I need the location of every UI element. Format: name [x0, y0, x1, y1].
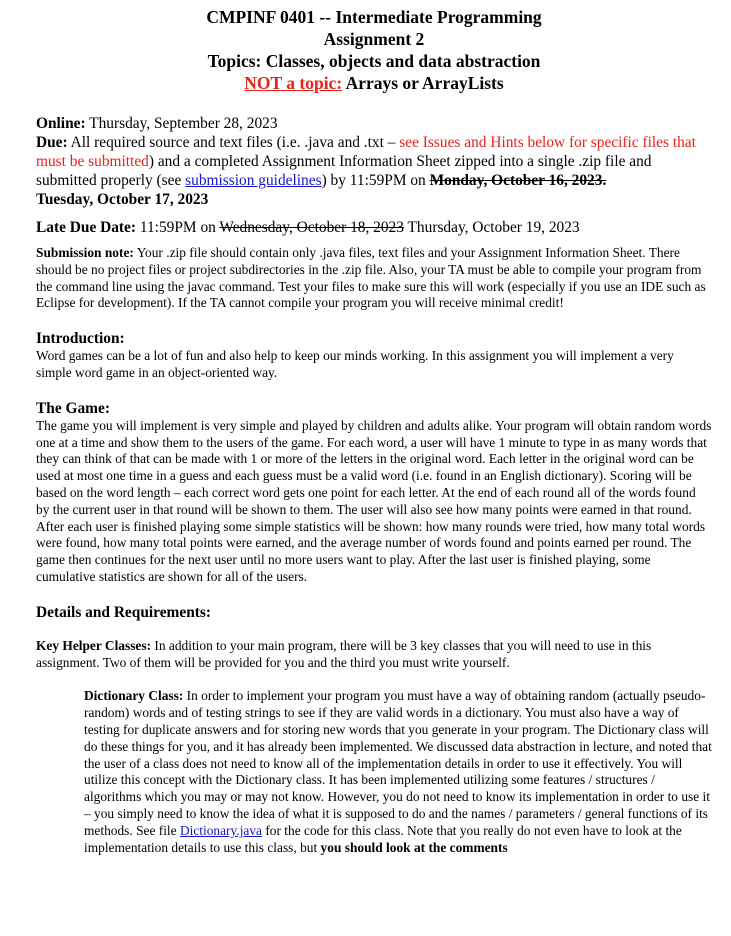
- due-red-note: see Issues and Hints below for specific files that must be submitted: [36, 134, 696, 170]
- due-text-2: ) and a completed Assignment Information Sheet zipped into a single .zip file and submitted properly (see: [36, 153, 652, 189]
- due-paragraph: [36, 133, 712, 209]
- details-heading: Details and Requirements:: [36, 603, 211, 621]
- late-new-date: Thursday, October 19, 2023: [403, 219, 580, 236]
- online-label: Online:: [36, 115, 86, 132]
- game-text: The game you will implement is very simple and played by children and adults alike. Your program will obtain random words one at a time and show them to the users of the game. For each word, a user will have 1 minute to type in as many words that they can think of that can be made with 1 or more of the letters in the original word. Each letter in the original word can be used at most one time in a guess and each guess must be a valid word (i.e. found in an English dictionary). Scoring will be based on the word length – each correct word gets one point for each letter. At the end of each round all of the words found by the current user in that round will be shown to them. The user will also see how many points were earned in that round. After each user is finished playing some simple statistics will be shown: how many rounds were tried, how many total words were found, how many total points were earned, and the average number of words found and points earned per round. The game then continues for the next user until no more users want to play. After the last user is finished playing, some cumulative statistics are shown for all of the users.: [36, 417, 712, 584]
- game-heading: The Game:: [36, 399, 110, 417]
- submission-note-text: Your .zip file should contain only .java files, text files and your Assignment Information Sheet. There should be no project files or project subdirectories in the .zip file. Also, your TA must be able to compile your program from the command line using the javac command. Test your files to make sure this will work (especially if you use an IDE such as Eclipse for development). If the TA cannot compile your program you will receive minimal credit!: [36, 245, 706, 311]
- submission-note-label: Submission note:: [36, 245, 134, 260]
- late-label: Late Due Date:: [36, 219, 137, 236]
- document-page: [36, 6, 712, 856]
- not-topic-label: NOT a topic:: [244, 73, 343, 93]
- introduction-text: Word games can be a lot of fun and also help to keep our minds working. In this assignment you will implement a very simple word game in an object-oriented way.: [36, 348, 674, 380]
- submission-guidelines-link[interactable]: submission guidelines: [185, 172, 322, 189]
- dictionary-text-1: In order to implement your program you must have a way of obtaining random (actually pseudo-random) words and of testing strings to see if they are valid words in a dictionary. You must also have a way of testing for duplicate answers and for storing new words that you generate in your program. The Dictionary class will do these things for you, and it has already been implemented. We discussed data abstraction in lecture, and noted that the user of a class does not need to know all of the implementation details in order to use it effectively. You will utilize this concept with the Dictionary class. It has been implemented utilizing some features / structures / algorithms which you may or may not know. However, you do not need to know its implementation in order to use it – you simply need to know the idea of what it is supposed to do and the names / parameters / general functions of its methods. See file: [84, 688, 712, 838]
- due-text-3: ) by 11:59PM on: [321, 172, 430, 189]
- online-date: [36, 114, 712, 133]
- due-text-1: All required source and text files (i.e. .java and .txt –: [67, 134, 400, 151]
- late-due-date: [36, 218, 712, 237]
- submission-note: [36, 245, 712, 312]
- late-text: 11:59PM on: [136, 219, 220, 236]
- due-new-date: Tuesday, October 17, 2023: [36, 191, 209, 208]
- dictionary-class-paragraph: [84, 688, 712, 856]
- helper-classes-label: Key Helper Classes:: [36, 637, 152, 653]
- online-value: Thursday, September 28, 2023: [85, 115, 278, 132]
- helper-classes-text: In addition to your main program, there will be 3 key classes that you will need to use in this assignment. Two of them will be provided for you and the third you must write yourself.: [36, 637, 652, 670]
- due-label: Due:: [36, 134, 68, 151]
- dictionary-text-2: for the code for this class. Note that you really do not even have to look at the implementation details to use this class, but: [84, 822, 682, 855]
- due-old-date: Monday, October 16, 2023.: [429, 172, 607, 189]
- dictionary-java-link[interactable]: Dictionary.java: [179, 822, 262, 838]
- course-title: CMPINF 0401 -- Intermediate Programming: [206, 7, 542, 27]
- helper-classes-paragraph: [36, 638, 712, 672]
- assignment-title: Assignment 2: [323, 29, 425, 49]
- late-old-date: Wednesday, October 18, 2023: [219, 219, 404, 236]
- dictionary-bold-end: you should look at the comments: [320, 839, 508, 855]
- document-header: [36, 6, 712, 94]
- introduction-heading: Introduction:: [36, 330, 125, 348]
- not-topic-value: Arrays or ArrayLists: [342, 73, 504, 93]
- not-topic-line: [36, 72, 712, 94]
- topics-line: Topics: Classes, objects and data abstraction: [207, 51, 541, 71]
- dictionary-class-label: Dictionary Class:: [84, 688, 184, 704]
